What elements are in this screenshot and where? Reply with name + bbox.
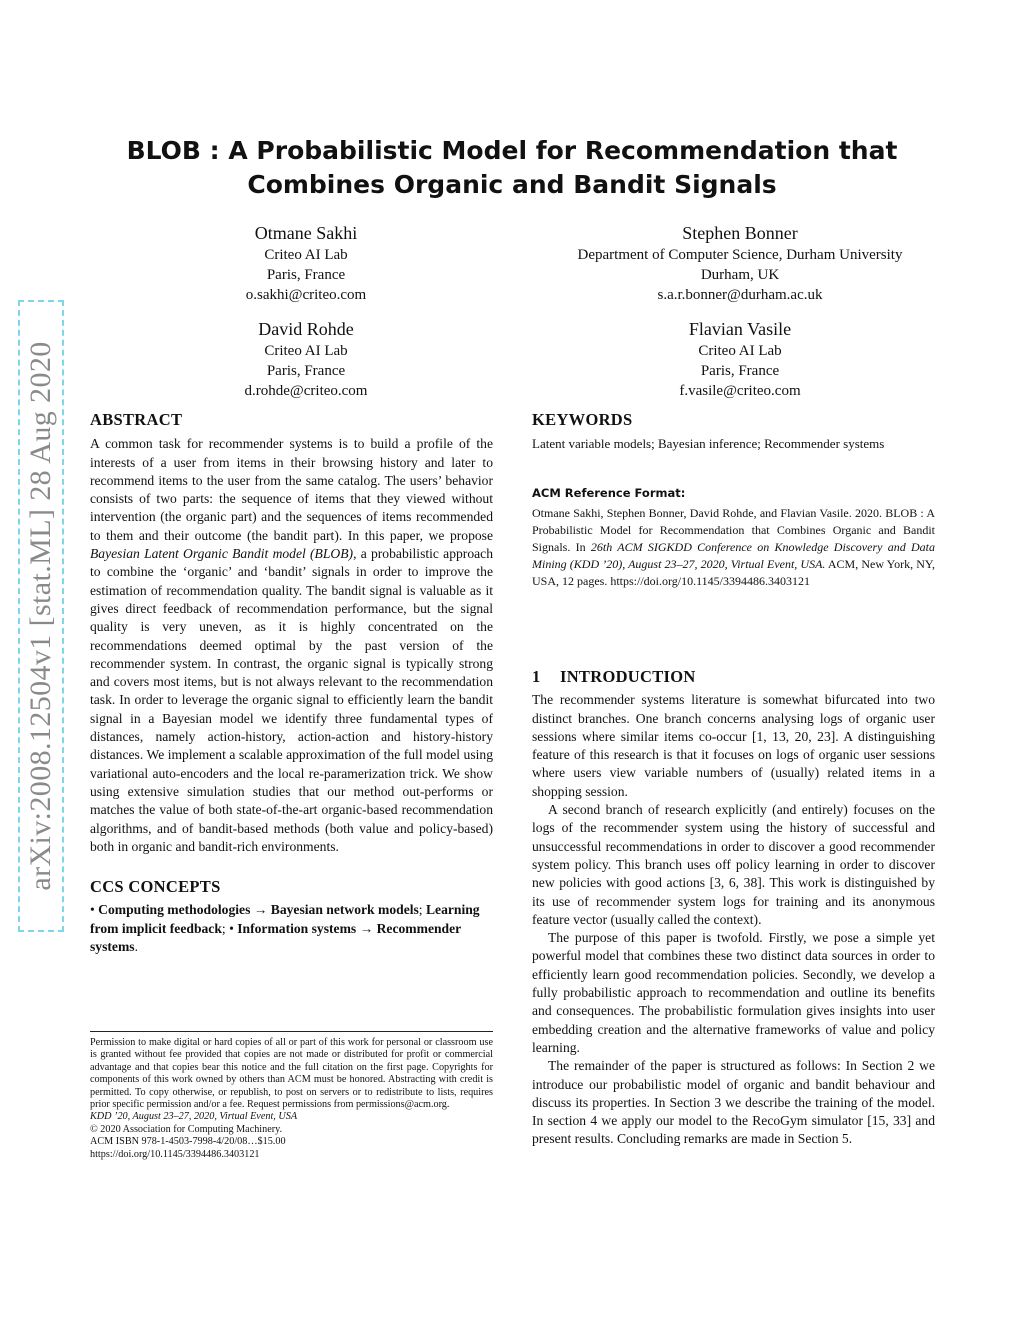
author-block-vasile	[520, 318, 960, 401]
ccs-end: .	[134, 939, 138, 955]
author-affiliation: Department of Computer Science, Durham University	[577, 247, 903, 263]
author-block-rohde	[160, 318, 452, 401]
author-email: d.rohde@criteo.com	[244, 383, 368, 399]
ccs-heading: CCS CONCEPTS	[90, 877, 221, 897]
right-column-top	[532, 411, 935, 590]
copyright-line: © 2020 Association for Computing Machinery.	[90, 1123, 283, 1135]
keywords-text: Latent variable models; Bayesian inference; Recommender systems	[532, 436, 885, 452]
arxiv-stamp-text: arXiv:2008.12504v1 [stat.ML] 28 Aug 2020	[24, 341, 57, 891]
introduction-section	[532, 668, 935, 1149]
author-location: Durham, UK	[700, 267, 780, 283]
acm-reference-heading: ACM Reference Format:	[532, 485, 686, 500]
author-name: Flavian Vasile	[688, 319, 792, 339]
author-affiliation: Criteo AI Lab	[264, 343, 348, 359]
intro-paragraph-2: A second branch of research explicitly (and entirely) focuses on the logs of the recommender system using the history of successful and unsuccessful recommendations in order to discover a good recommender system policy. This branch uses off policy learning in order to discover new policies with good actions [3, 6, 38]. This work is distinguished by its use of recommender system logs for training and its anonymous feature vector (usually called the context).	[532, 802, 935, 927]
isbn-line: ACM ISBN 978-1-4503-7998-4/20/08…$15.00	[90, 1136, 286, 1148]
ccs-separator: ;	[418, 902, 423, 918]
acm-reference	[532, 484, 935, 590]
acm-reference-part-1: Otmane Sakhi, Stephen Bonner, David Rohde, and Flavian Vasile. 2020. BLOB : A Probabilistic Model for Recommendation that Combines Organic and Bandit Signals. In	[532, 505, 935, 554]
author-affiliation: Criteo AI Lab	[264, 247, 348, 263]
paper-title	[110, 134, 914, 202]
ccs-item: Learning from implicit feedback	[90, 902, 480, 936]
section-number: 1	[532, 667, 541, 686]
conference-text: KDD ’20, August 23–27, 2020, Virtual Event, USA	[90, 1111, 298, 1123]
acm-reference-part-2: ACM, New York, NY, USA, 12 pages. https://doi.org/10.1145/3394486.3403121	[532, 556, 936, 588]
abstract-text-part-2: , a probabilistic approach to combine the ‘organic’ and ‘bandit’ signals in order to improve the estimation of recommendation quality. The bandit signal is valuable as it gives direct feedback of recommendation performance, but the signal quality is very uneven, as it is highly concentrated on the recommendations deemed optimal by the past version of the recommender system. In contrast, the organic signal is typically strong and covers most items, but is not always relevant to the recommendation task. In order to leverage the organic signal to efficiently learn the bandit signal in a Bayesian model we identify three fundamental types of distances, namely action-history, action-action and history-history distances. We implement a scalable approximation of the full model using variational auto-encoders and the local re-paramerization trick. We show using extensive simulation studies that our method out-performs or matches the value of both state-of-the-art organic-based recommendation algorithms, and of bandit-based methods (both value and policy-based) both in organic and bandit-rich environments.	[90, 546, 493, 854]
author-affiliation: Criteo AI Lab	[698, 343, 782, 359]
ccs-separator: ;	[221, 920, 226, 936]
acm-reference-text	[532, 505, 935, 590]
author-location: Paris, France	[700, 363, 780, 379]
conference-line	[90, 1111, 493, 1123]
intro-paragraph-1: The recommender systems literature is somewhat bifurcated into two distinct branches. One branch concerns analysing logs of organic user sessions where similar items co-occur [1, 13, 20, 23]. A distinguishing feature of this research is that it focuses on logs of organic user sessions where users view variable numbers of (usually) related items in a shopping session.	[532, 692, 935, 799]
acm-reference-venue: 26th ACM SIGKDD Conference on Knowledge Discovery and Data Mining (KDD ’20), August 23–27, 2020, Virtual Event, USA.	[532, 539, 935, 571]
author-email: o.sakhi@criteo.com	[245, 287, 367, 303]
ccs-bullet: •	[90, 902, 95, 918]
introduction-heading	[532, 668, 935, 686]
author-block-bonner	[520, 222, 960, 305]
arxiv-stamp	[18, 300, 64, 932]
section-title: INTRODUCTION	[560, 667, 696, 686]
abstract-heading: ABSTRACT	[90, 410, 183, 429]
ccs-concepts	[90, 901, 493, 956]
title-line-2: Combines Organic and Bandit Signals	[247, 170, 777, 199]
ccs-item: Computing methodologies	[98, 902, 251, 918]
doi-line: https://doi.org/10.1145/3394486.3403121	[90, 1148, 260, 1160]
ccs-bullet: •	[229, 920, 234, 936]
left-column	[90, 411, 493, 956]
author-name: David Rohde	[258, 319, 354, 339]
ccs-item: Information systems	[237, 920, 357, 936]
abstract-text	[90, 435, 493, 856]
ccs-item: Recommender systems	[90, 920, 461, 955]
copyright-footnote	[90, 1031, 493, 1161]
abstract-model-name: Bayesian Latent Organic Bandit model (BLOB)	[90, 546, 354, 562]
author-location: Paris, France	[266, 363, 346, 379]
title-line-1: BLOB : A Probabilistic Model for Recommendation that	[126, 136, 898, 165]
author-location: Paris, France	[266, 267, 346, 283]
ccs-item: Bayesian network models	[270, 902, 419, 918]
keywords-heading: KEYWORDS	[532, 410, 633, 429]
abstract-text-part-1: A common task for recommender systems is to build a profile of the interests of a user from items in their browsing history and later to recommend items to the user from the same catalog. The users’ behavior consists of two parts: the sequence of items that they viewed without intervention (the organic part) and the sequences of items recommended to them and their outcome (the bandit part). In this paper, we propose	[90, 436, 493, 543]
author-email: s.a.r.bonner@durham.ac.uk	[657, 287, 823, 303]
author-block-sakhi	[160, 222, 452, 305]
ccs-arrow: →	[253, 902, 268, 918]
ccs-arrow: →	[359, 920, 374, 936]
author-email: f.vasile@criteo.com	[679, 383, 801, 399]
author-name: Stephen Bonner	[682, 223, 798, 243]
permission-notice: Permission to make digital or hard copies of all or part of this work for personal or classroom use is granted without fee provided that copies are not made or distributed for profit or commercial advantage and that copies bear this notice and the full citation on the first page. Copyrights for components of this work owned by others than ACM must be honored. Abstracting with credit is permitted. To copy otherwise, or republish, to post on servers or to redistribute to lists, requires prior specific permission and/or a fee. Request permissions from permissions@acm.org.	[90, 1037, 493, 1111]
author-name: Otmane Sakhi	[254, 223, 358, 243]
intro-paragraph-3: The purpose of this paper is twofold. Firstly, we pose a simple yet powerful model that combines these two distinct data sources in order to efficiently learn good recommendation policies. Secondly, we develop a fully probabilistic approach to recommendation and outline its benefits and consequences. The probabilistic formulation gives insights into user embedding creation and the alternative frameworks of value and policy learning.	[532, 930, 935, 1055]
intro-paragraph-4: The remainder of the paper is structured as follows: In Section 2 we introduce our probabilistic model of organic and bandit behaviour and discuss its properties. In Section 3 we describe the training of the model. In section 4 we apply our model to the RecoGym simulator [15, 33] and present results. Concluding remarks are made in Section 5.	[532, 1058, 935, 1147]
